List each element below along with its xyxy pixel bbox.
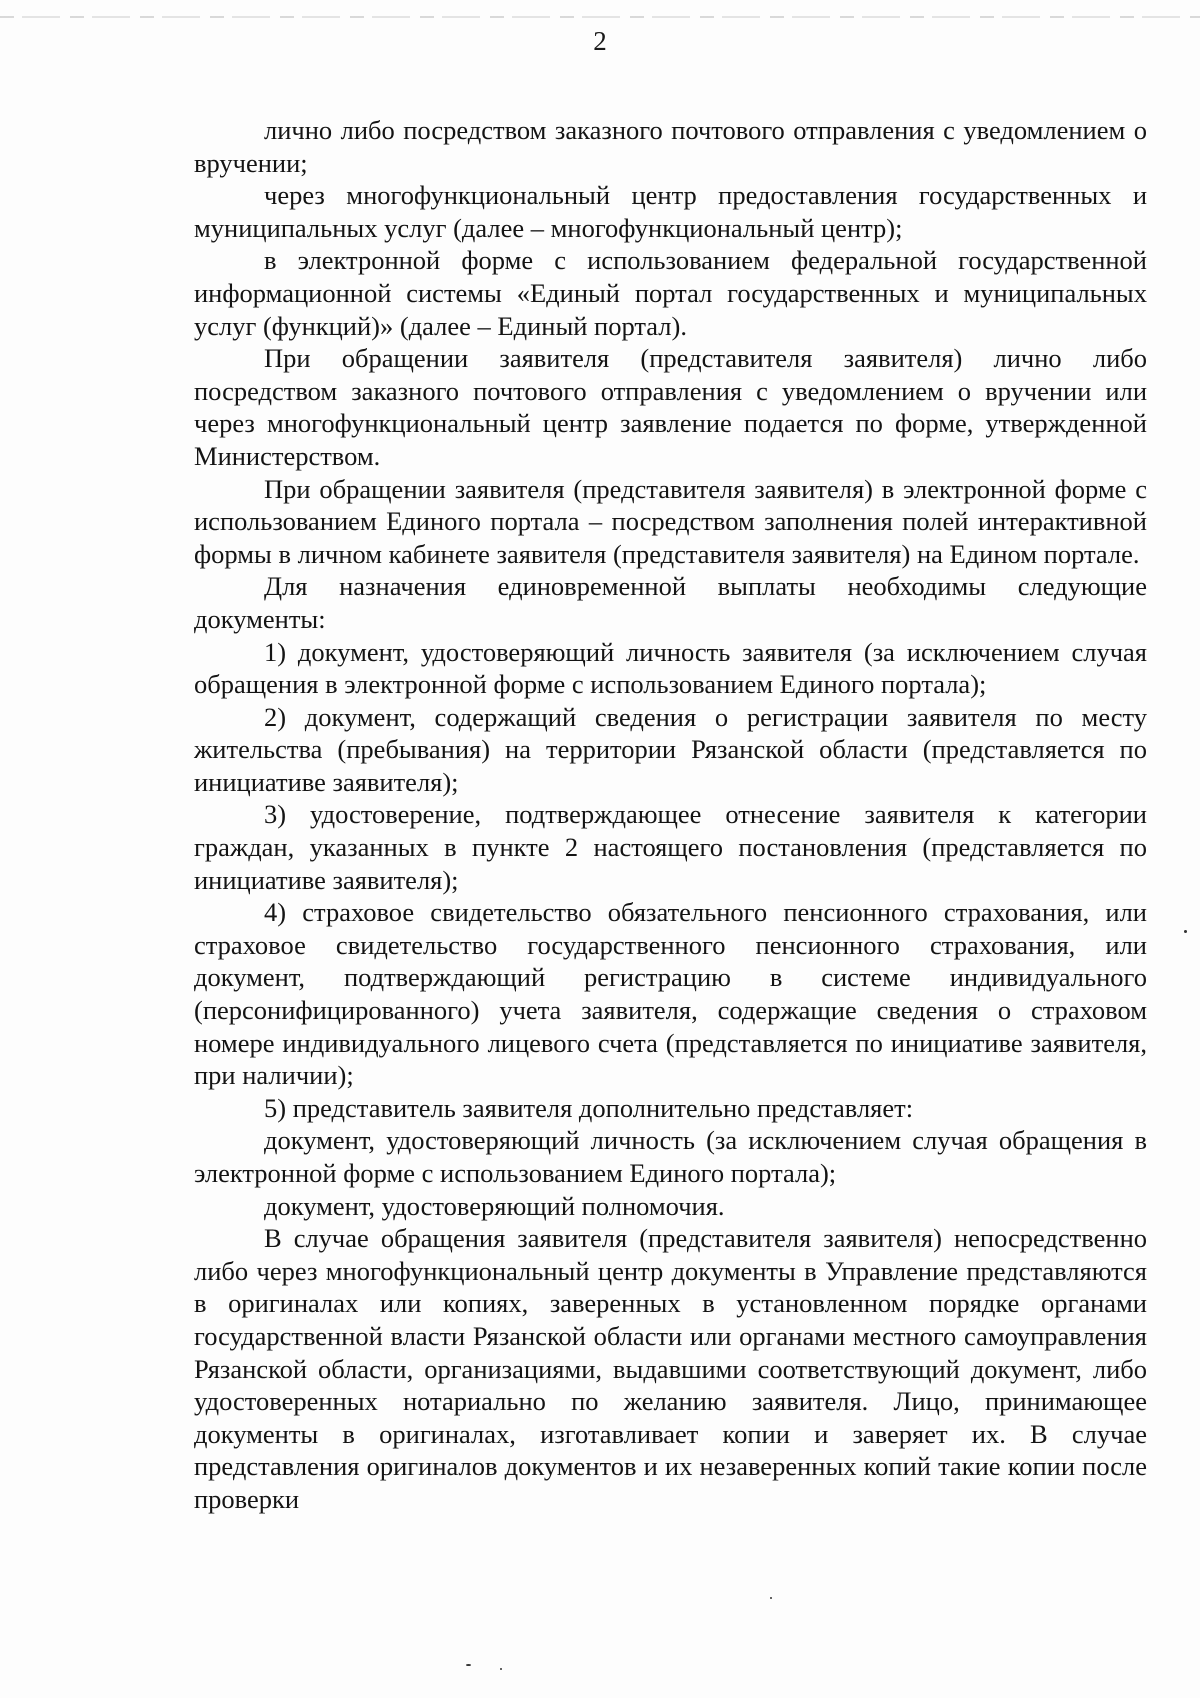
scan-speck (500, 1668, 502, 1670)
paragraph: При обращении заявителя (представителя заявителя) в электронной форме с использованием Единого портала – посредством заполнения полей интерактивной формы в личном кабинете заявителя (представителя заявителя) на Едином портале. (194, 473, 1147, 569)
paragraph: При обращении заявителя (представителя заявителя) лично либо посредством заказного почтового отправления с уведомлением о вручении или через многофункциональный центр заявление подается по форме, утвержденной Министерством. (194, 343, 1147, 471)
paragraph: Для назначения единовременной выплаты необходимы следующие документы: (194, 571, 1147, 634)
page-number: 2 (593, 26, 607, 56)
paragraph: в электронной форме с использованием федеральной государственной информационной системы «Единый портал государственных и муниципальных услуг (функций)» (далее – Единый портал). (194, 245, 1147, 341)
paragraph: 1) документ, удостоверяющий личность заявителя (за исключением случая обращения в электронной форме с использованием Единого портала); (194, 636, 1147, 700)
paragraph: через многофункциональный центр предоставления государственных и муниципальных услуг (далее – многофункциональный центр); (194, 180, 1147, 243)
scan-speck (770, 1597, 772, 1599)
document-body (194, 114, 1147, 1516)
paragraph: 5) представитель заявителя дополнительно представляет: (264, 1092, 914, 1123)
paragraph: документ, удостоверяющий полномочия. (264, 1190, 725, 1221)
paragraph: 2) документ, содержащий сведения о регистрации заявителя по месту жительства (пребывания) на территории Рязанской области (представляется по инициативе заявителя); (194, 701, 1147, 797)
paragraph: В случае обращения заявителя (представителя заявителя) непосредственно либо через многофункциональный центр документы в Управление представляются в оригиналах или копиях, заверенных в установленном порядке органами государственной власти Рязанской области или органами местного самоуправления Рязанской области, организациями, выдавшими соответствующий документ, либо удостоверенных нотариально по желанию заявителя. Лицо, принимающее документы в оригиналах, изготавливает копии и заверяет их. В случае представления оригиналов документов и их незаверенных копий такие копии после проверки (194, 1223, 1147, 1514)
paragraph: 3) удостоверение, подтверждающее отнесение заявителя к категории граждан, указанных в пункте 2 настоящего постановления (представляется по инициативе заявителя); (194, 799, 1147, 895)
scan-speck (1184, 930, 1187, 933)
scan-top-edge (0, 16, 1200, 18)
scan-speck (466, 1664, 471, 1666)
paragraph: 4) страховое свидетельство обязательного пенсионного страхования, или страховое свидетельство государственного пенсионного страхования, или документ, подтверждающий регистрацию в системе индивидуального (персонифицированного) учета заявителя, содержащие сведения о страховом номере индивидуального лицевого счета (представляется по инициативе заявителя, при наличии); (194, 897, 1147, 1091)
paragraph: документ, удостоверяющий личность (за исключением случая обращения в электронной форме с использованием Единого портала); (194, 1125, 1147, 1188)
paragraph: лично либо посредством заказного почтового отправления с уведомлением о вручении; (194, 115, 1147, 178)
